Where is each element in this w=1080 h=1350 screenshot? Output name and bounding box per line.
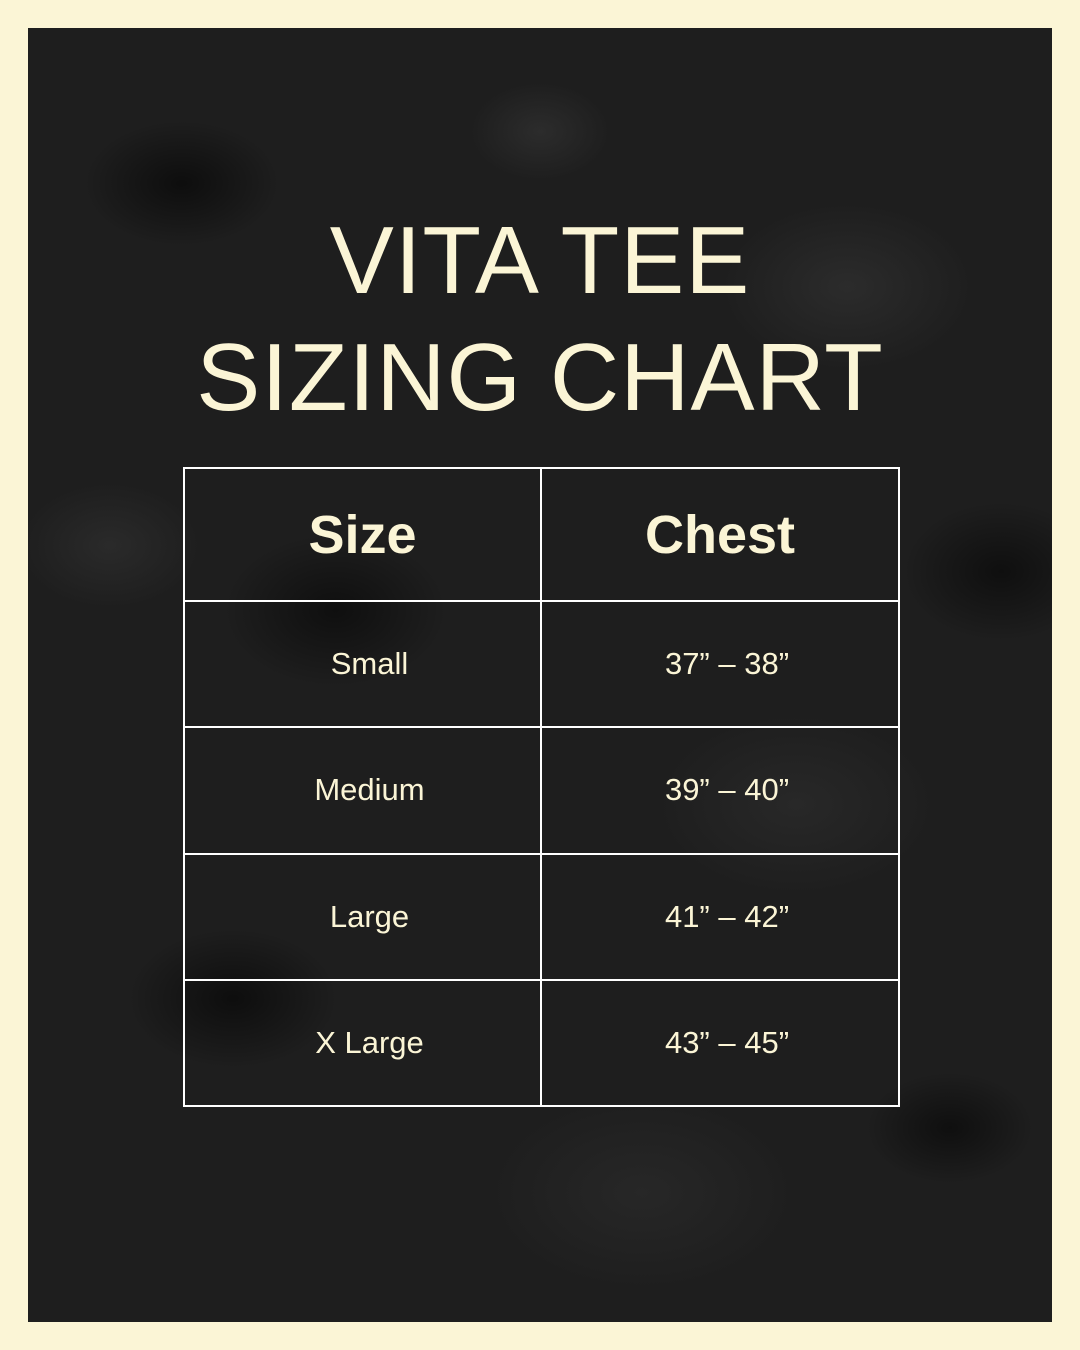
- header-size: Size: [184, 468, 541, 601]
- chest-cell: 41” – 42”: [541, 854, 899, 980]
- header-chest: Chest: [541, 468, 899, 601]
- size-cell: Large: [184, 854, 541, 980]
- table-row: [184, 854, 899, 980]
- chest-cell: 37” – 38”: [541, 601, 899, 727]
- sizing-table: [183, 467, 900, 1107]
- chest-cell: 43” – 45”: [541, 980, 899, 1106]
- chest-cell: 39” – 40”: [541, 727, 899, 853]
- table-row: [184, 601, 899, 727]
- table-row: [184, 980, 899, 1106]
- table-header-row: [184, 468, 899, 601]
- title-line-2: SIZING CHART: [196, 324, 884, 431]
- size-cell: Small: [184, 601, 541, 727]
- size-cell: Medium: [184, 727, 541, 853]
- title-line-1: VITA TEE: [329, 207, 751, 314]
- table-row: [184, 727, 899, 853]
- size-cell: X Large: [184, 980, 541, 1106]
